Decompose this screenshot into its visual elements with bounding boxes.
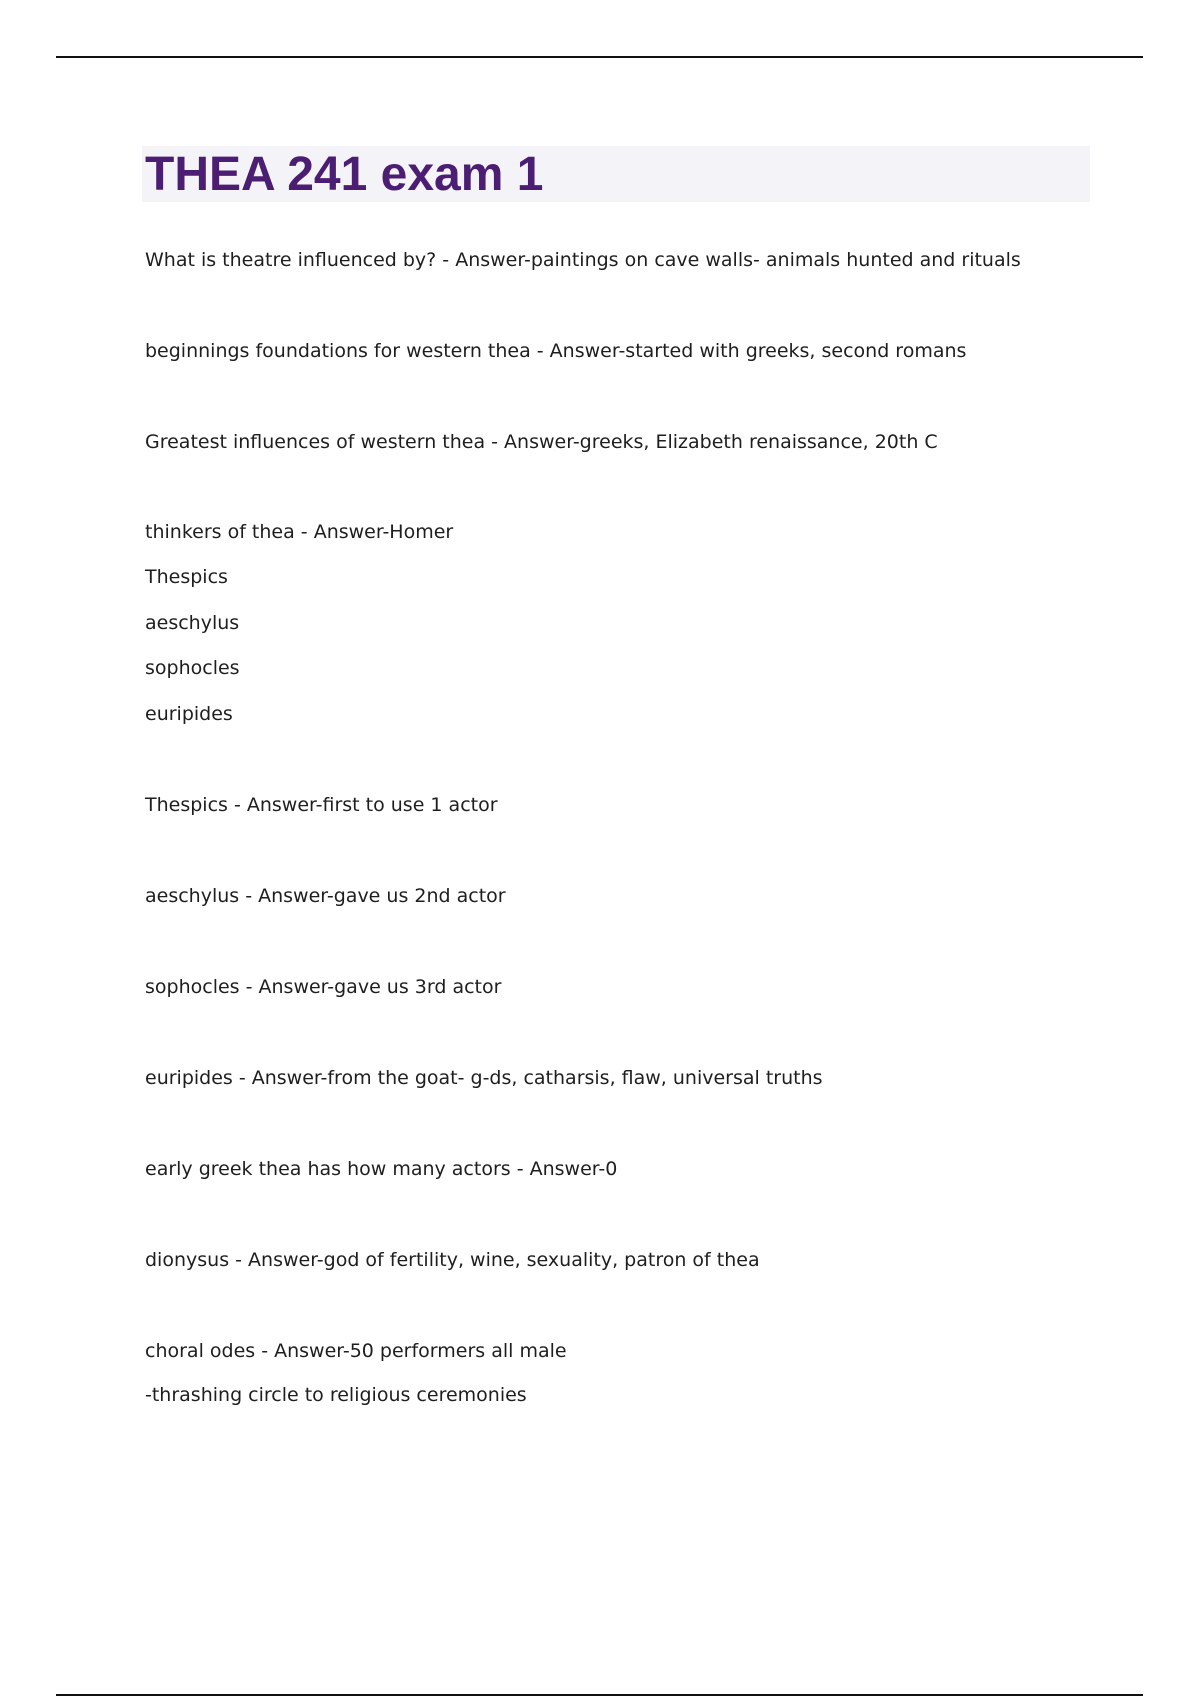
qa-line: -thrashing circle to religious ceremonies [145,1384,527,1406]
qa-line: aeschylus - Answer-gave us 2nd actor [145,885,506,907]
qa-line: choral odes - Answer-50 performers all male [145,1340,567,1362]
bottom-rule [56,1694,1143,1696]
qa-line: What is theatre influenced by? - Answer-paintings on cave walls- animals hunted and rituals [145,249,1021,271]
qa-line: Thespics - Answer-first to use 1 actor [145,794,498,816]
qa-line: dionysus - Answer-god of fertility, wine, sexuality, patron of thea [145,1249,760,1271]
qa-line: Thespics [145,566,228,588]
qa-line: aeschylus [145,612,240,634]
top-rule [56,56,1143,58]
qa-line: euripides [145,703,233,725]
qa-line: euripides - Answer-from the goat- g-ds, catharsis, flaw, universal truths [145,1067,823,1089]
qa-line: thinkers of thea - Answer-Homer [145,521,454,543]
qa-line: sophocles - Answer-gave us 3rd actor [145,976,502,998]
qa-line: early greek thea has how many actors - Answer-0 [145,1158,618,1180]
qa-line: sophocles [145,657,240,679]
qa-line: beginnings foundations for western thea - Answer-started with greeks, second romans [145,340,967,362]
document-title: THEA 241 exam 1 [145,148,544,201]
qa-line: Greatest influences of western thea - Answer-greeks, Elizabeth renaissance, 20th C [145,431,938,453]
